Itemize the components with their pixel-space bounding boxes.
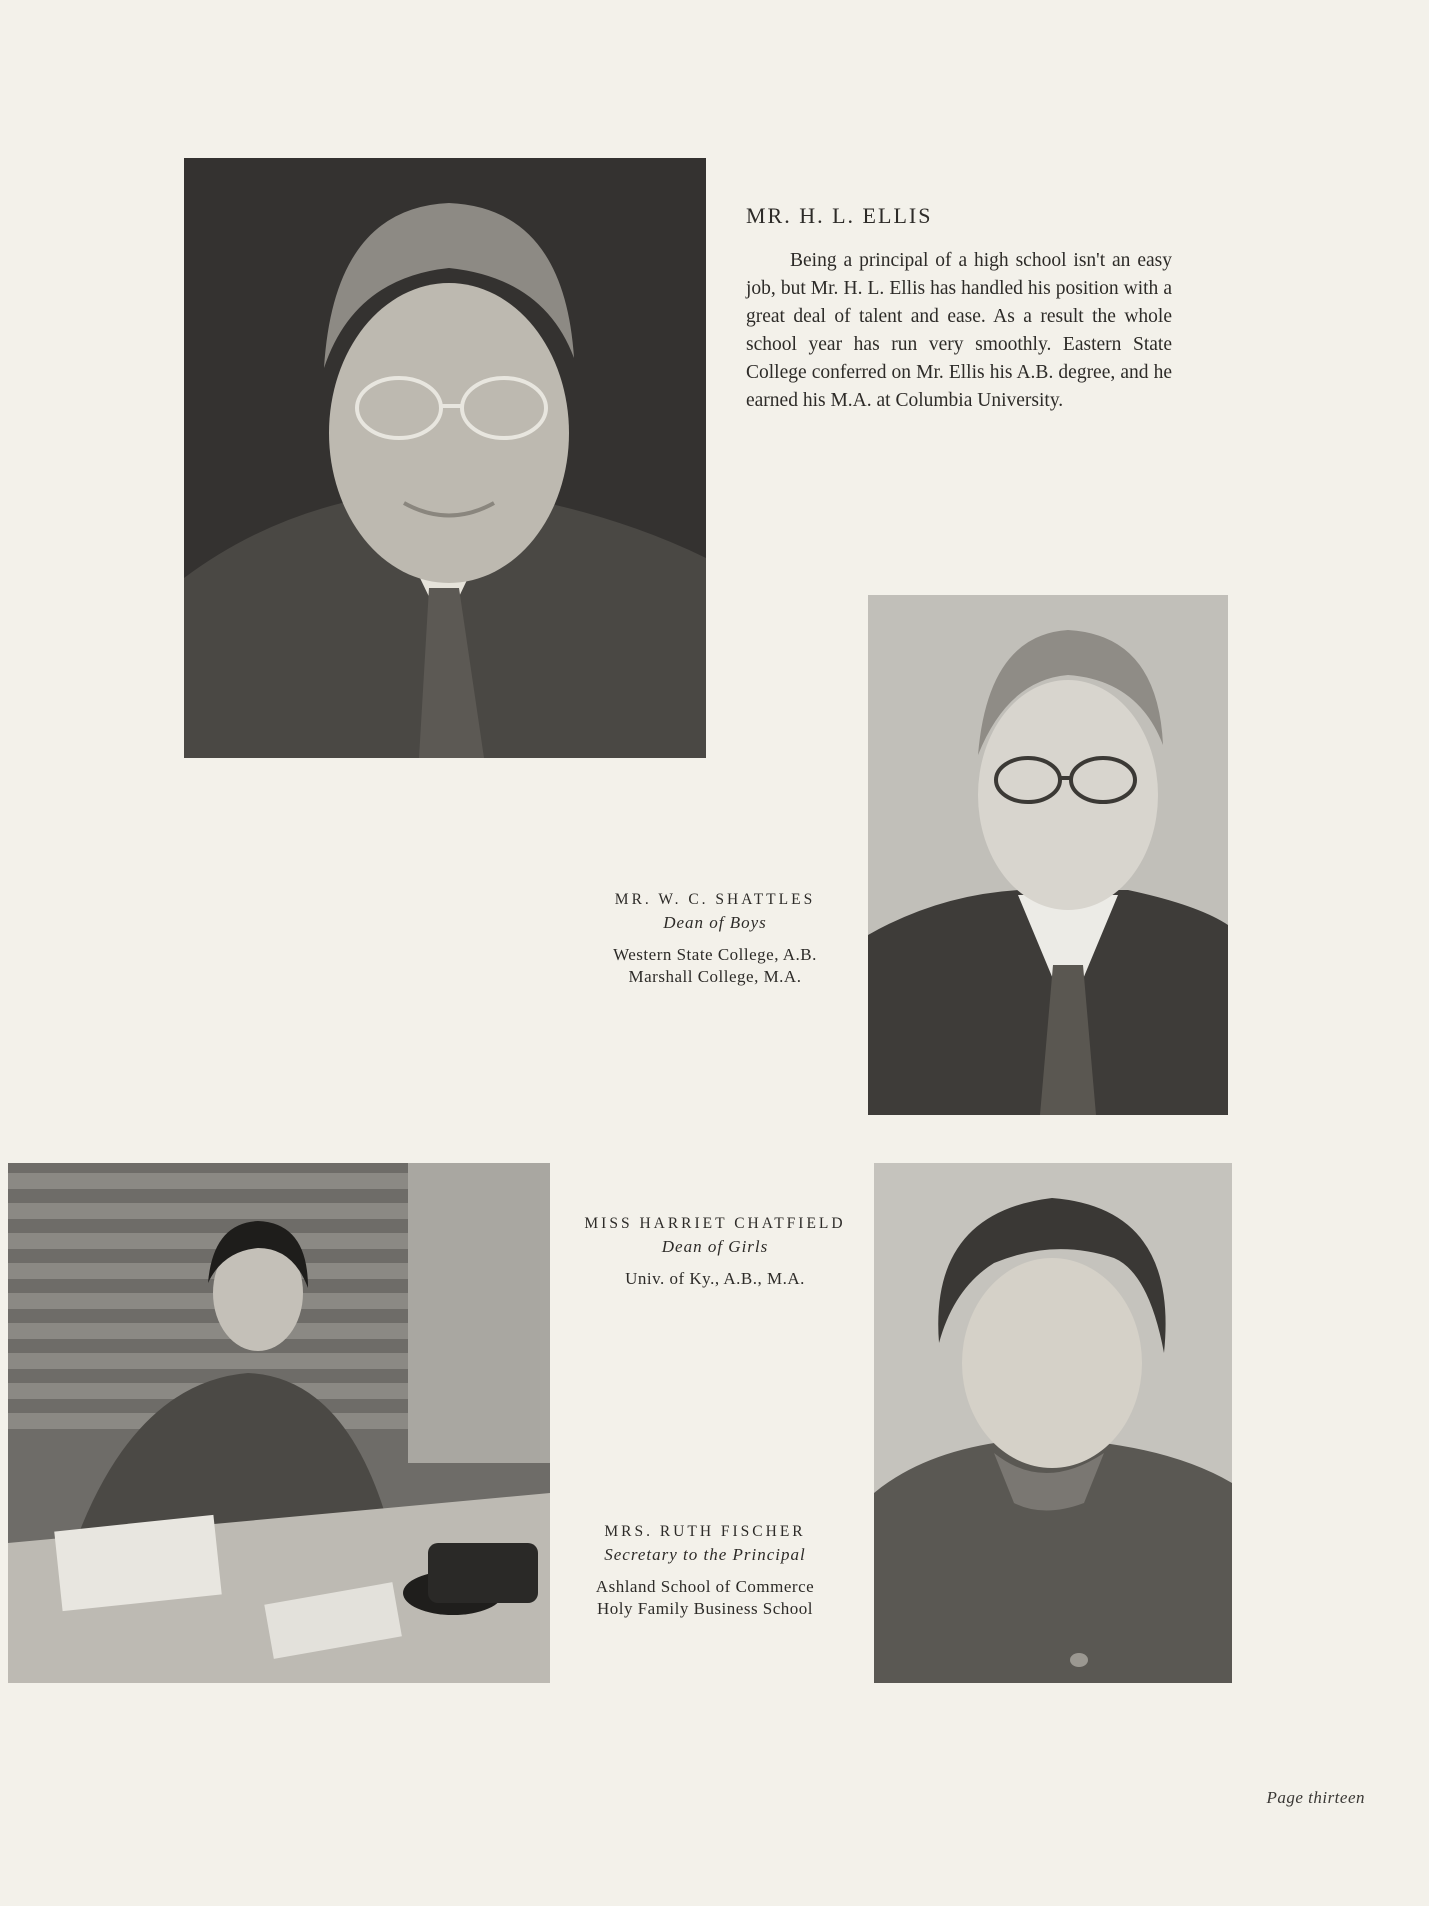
shattles-degree-2: Marshall College, M.A. <box>628 967 802 986</box>
ellis-text-block <box>746 203 1172 415</box>
chatfield-name: MISS HARRIET CHATFIELD <box>584 1215 846 1232</box>
fischer-desk-photo <box>8 1163 550 1683</box>
shattles-title: Dean of Boys <box>663 913 767 932</box>
page-number: Page thirteen <box>1266 1788 1365 1807</box>
shattles-portrait-photo <box>868 595 1228 1115</box>
chatfield-title: Dean of Girls <box>661 1237 769 1256</box>
fischer-caption <box>570 1520 840 1620</box>
fischer-title: Secretary to the Principal <box>604 1545 806 1564</box>
chatfield-caption <box>580 1212 850 1290</box>
shattles-degree-1: Western State College, A.B. <box>613 945 817 964</box>
chatfield-degree-1: Univ. of Ky., A.B., M.A. <box>625 1269 805 1288</box>
fischer-degree-2: Holy Family Business School <box>596 1599 814 1618</box>
chatfield-portrait-photo <box>874 1163 1232 1683</box>
ellis-name: MR. H. L. ELLIS <box>746 203 933 228</box>
shattles-name: MR. W. C. SHATTLES <box>614 891 816 908</box>
fischer-degree-1: Ashland School of Commerce <box>595 1577 815 1596</box>
fischer-name: MRS. RUTH FISCHER <box>604 1523 806 1540</box>
shattles-caption <box>580 888 850 988</box>
ellis-paragraph: Being a principal of a high school isn't an easy job, but Mr. H. L. Ellis has handled his position with a great deal of talent and ease. As a result the whole school year has run very smoothly. Eastern State College conferred on Mr. Ellis his A.B. degree, and he earned his M.A. at Columbia University. <box>746 250 1172 411</box>
ellis-portrait-photo <box>184 158 706 758</box>
